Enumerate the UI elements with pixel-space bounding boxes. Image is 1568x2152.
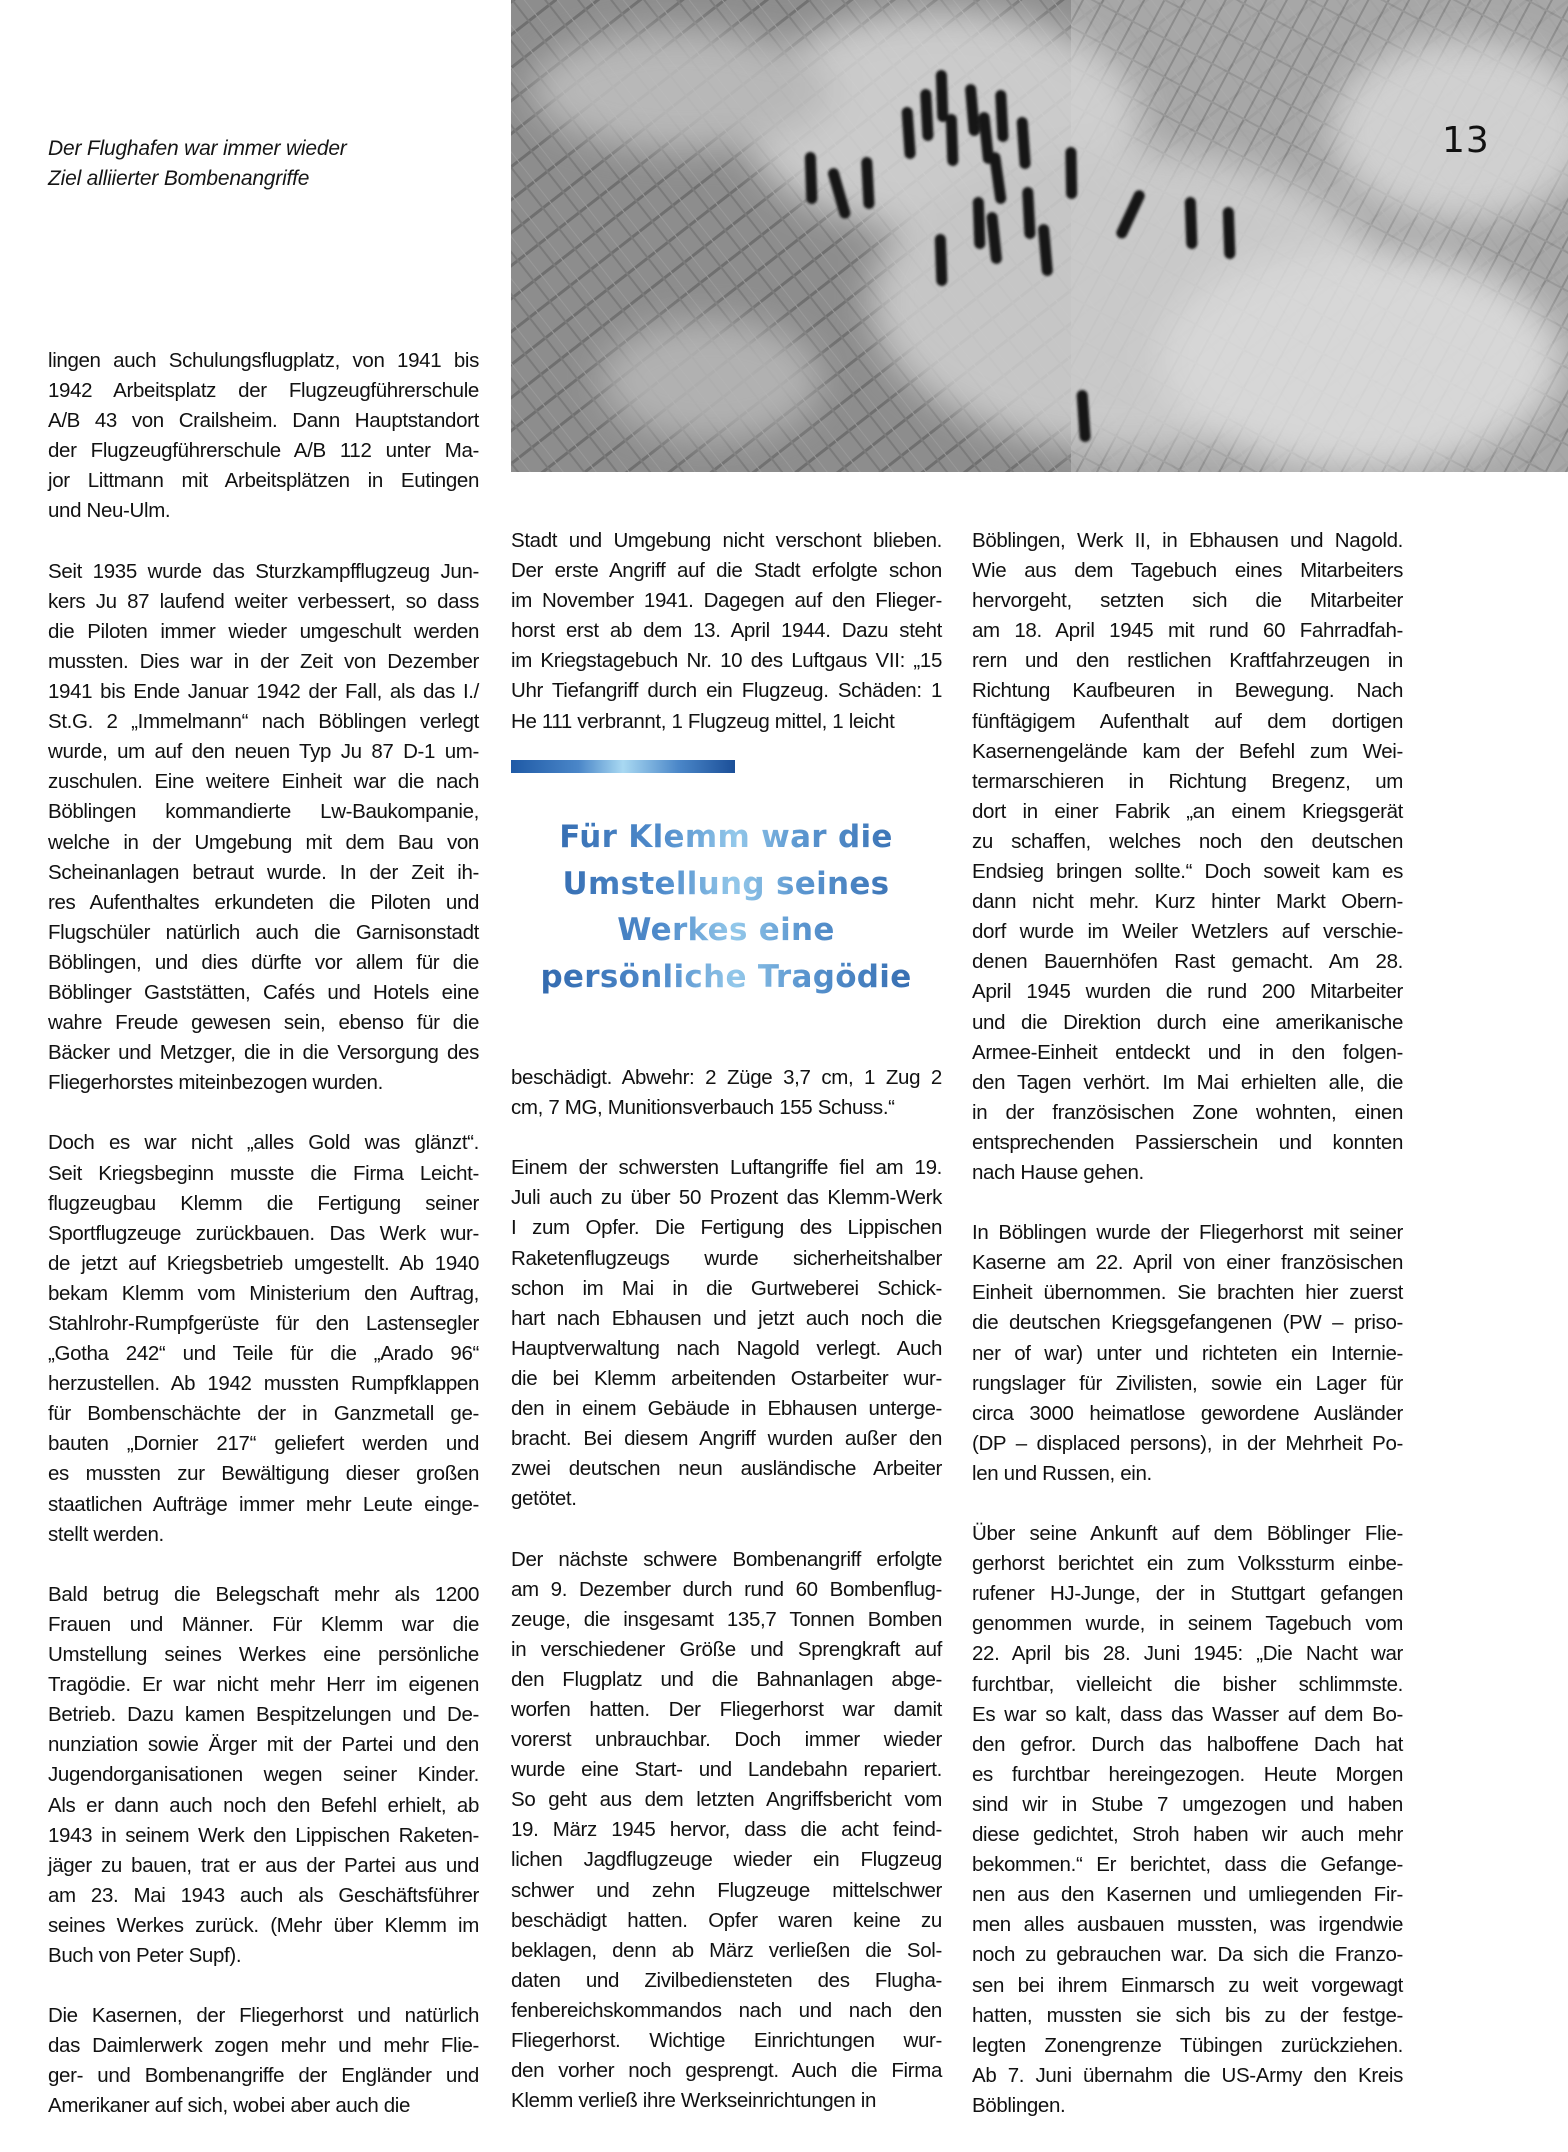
text-line: Jugendorganisationen wegen seiner Kinder. [48,1763,479,1787]
bomb-shape [973,197,986,249]
text-line: Stadt und Umgebung nicht verschont blieben. [511,529,942,552]
bomb-shape [1223,207,1236,259]
text-line: Juli auch zu über 50 Prozent das Klemm-Werk [511,1186,942,1210]
text-line: de jetzt auf Kriegsbetrieb umgestellt. Ab 1940 [48,1251,479,1275]
text-line: noch zu gebrauchen war. Da sich die Franzo- [972,1943,1403,1967]
text-line: A/B 43 von Crailsheim. Dann Hauptstandort [48,409,479,433]
text-line: nunziation sowie Ärger mit der Partei und den [48,1733,479,1757]
bomb-shape [946,114,959,166]
text-line: Böblingen kommandierte Lw-Baukompanie, [48,800,479,824]
text-line: für Bombenschächte der in Ganzmetall ge- [48,1402,479,1426]
text-line: 1941 bis Ende Januar 1942 der Fall, als das I./ [48,680,479,704]
text-line: Stahlrohr-Rumpfgerüste für den Lastensegler [48,1312,479,1335]
text-line: und die Direktion durch eine amerikanische [972,1010,1403,1034]
text-line: wurde eine Start- und Landebahn repariert. [511,1758,942,1782]
text-line: Klemm verließ ihre Werkseinrichtungen in [511,2089,877,2113]
text-line: mussten. Dies war in der Zeit von Dezember [48,649,479,673]
text-line: Bald betrug die Belegschaft mehr als 1200 [48,1582,479,1606]
text-line: Böblingen, und dies dürfte vor allem für die [48,950,479,974]
text-line: Böblingen, Werk II, in Ebhausen und Nagold. [972,529,1403,552]
text-line: So geht aus dem letzten Angriffsbericht vom [511,1788,942,1812]
paragraph [972,1218,1403,1489]
bomb-shape [935,234,948,286]
paragraph [511,1063,942,1123]
text-line: legten Zonengrenze Tübingen zurückziehen. [972,2033,1403,2057]
pull-quote-line: Werkes eine [511,907,941,954]
bomb-shape [1065,147,1077,199]
pull-quote [511,814,941,1000]
paragraph [48,2001,479,2121]
text-line: die Piloten immer wieder umgeschult werden [48,619,479,643]
text-line: staatlichen Aufträge immer mehr Leute einge- [48,1492,479,1516]
paragraph [48,346,479,527]
text-line: wahre Freude gewesen sein, ebenso für die [48,1011,479,1035]
page-number: 13 [1442,120,1490,161]
text-line: stellt werden. [48,1522,164,1546]
text-line: circa 3000 heimatlose gewordene Ausländer [972,1401,1403,1425]
text-line: In Böblingen wurde der Fliegerhorst mit seiner [972,1221,1403,1245]
text-line: res Aufenthaltes erkundeten die Piloten und [48,890,479,914]
column-middle-top [511,526,942,767]
column-right [972,526,1403,2151]
paragraph [972,526,1403,1188]
bomb-shape [805,152,818,204]
text-line: den Tagen verhört. Im Mai erhielten alle, die [972,1070,1403,1094]
text-line: lichen Jagdflugzeuge wieder ein Flugzeug [511,1848,942,1872]
text-line: die bei Klemm arbeitenden Ostarbeiter wur- [511,1366,942,1390]
text-line: Seit Kriegsbeginn musste die Firma Leicht- [48,1161,479,1185]
text-line: Der nächste schwere Bombenangriff erfolgte [511,1547,942,1571]
paragraph [511,1545,942,2117]
text-line: Buch von Peter Supf). [48,1943,242,1967]
text-line: St.G. 2 „Immelmann“ nach Böblingen verlegt [48,710,479,734]
text-line: 22. April bis 28. Juni 1945: „Die Nacht war [972,1642,1403,1666]
text-line: am 23. Mai 1943 auch als Geschäftsführer [48,1883,479,1907]
text-line: in der französischen Zone wohnten, einen [972,1100,1403,1124]
text-line: kers Ju 87 laufend weiter verbessert, so dass [48,589,479,613]
text-line: diese gedichtet, Stroh haben wir auch mehr [972,1823,1403,1847]
text-line: hart nach Ebhausen und jetzt auch noch die [511,1306,942,1330]
text-line: im November 1941. Dagegen auf den Flieger- [511,589,942,613]
text-line: sen bei ihrem Einmarsch zu weit vorgewagt [972,1973,1403,1997]
text-line: entsprechenden Passierschein und konnten [972,1130,1403,1154]
text-line: den Flugplatz und die Bahnanlagen abge- [511,1667,942,1691]
paragraph [48,557,479,1099]
text-line: bauten „Dornier 217“ geliefert werden und [48,1432,479,1456]
text-line: Endsieg bringen sollte.“ Doch soweit kam es [972,860,1403,884]
bomb-shape [936,70,949,122]
text-line: Bäcker und Metzger, die in die Versorgung des [48,1041,479,1065]
text-line: Seit 1935 wurde das Sturzkampfflugzeug Jun- [48,559,479,583]
text-line: im Kriegstagebuch Nr. 10 des Luftgaus VII: „15 [511,649,942,673]
text-line: men alles ausbauen mussten, was irgendwie [972,1913,1403,1937]
text-line: schon im Mai in die Gurtweberei Schick- [511,1276,942,1300]
text-line: am 9. Dezember durch rund 60 Bombenflug- [511,1577,942,1601]
text-line: bekommen.“ Er berichtet, dass die Gefange- [972,1853,1403,1877]
text-line: Hauptverwaltung nach Nagold verlegt. Auch [511,1336,942,1360]
text-line: Ab 7. Juni übernahm die US-Army den Kreis [972,2063,1403,2087]
text-line: jäger zu bauen, trat er aus der Partei aus und [48,1853,479,1877]
text-line: hatten, mussten sie sich bis zu der festge- [972,2003,1403,2027]
text-line: Die Kasernen, der Fliegerhorst und natürlich [48,2004,479,2028]
pull-quote-line: persönliche Tragödie [511,954,941,1001]
text-line: nen aus den Kasernen und umliegenden Fir- [972,1883,1403,1907]
text-line: Raketenflugzeugs wurde sicherheitshalber [511,1246,942,1270]
text-line: termarschieren in Richtung Bregenz, um [972,769,1403,793]
text-line: April 1945 wurden die rund 200 Mitarbeiter [972,980,1403,1004]
text-line: hervorgeht, setzten sich die Mitarbeiter [972,589,1403,613]
text-line: zuschulen. Eine weitere Einheit war die nach [48,770,479,794]
pull-quote-accent-rule [511,760,735,773]
text-line: cm, 7 MG, Munitionsverbauch 155 Schuss.“ [511,1096,895,1120]
text-line: 19. März 1945 hervor, dass die acht feind- [511,1818,942,1842]
text-line: rern und den restlichen Kraftfahrzeugen in [972,649,1403,673]
text-line: dann nicht mehr. Kurz hinter Markt Obern- [972,890,1403,914]
aerial-bomb-photo [511,0,1568,472]
text-line: es furchtbar hereingezogen. Heute Morgen [972,1762,1403,1786]
text-line: beschädigt hatten. Opfer waren keine zu [511,1908,942,1932]
paragraph [511,1153,942,1514]
text-line: He 111 verbrannt, 1 Flugzeug mittel, 1 leicht [511,709,895,733]
text-line: zeuge, die insgesamt 135,7 Tonnen Bomben [511,1607,942,1631]
caption-line: Der Flughafen war immer wieder [48,137,347,160]
text-line: Sportflugzeuge zurückbauen. Das Werk wur- [48,1221,479,1245]
text-line: dorf wurde im Weiler Wetzlers auf verschie- [972,920,1403,944]
text-line: Einheit übernommen. Sie brachten hier zuerst [972,1281,1403,1305]
text-line: „Gotha 242“ und Teile für die „Arado 96“ [48,1342,479,1366]
text-line: Es war so kalt, dass das Wasser auf dem Bo- [972,1702,1403,1726]
text-line: Als er dann auch noch den Befehl erhielt, ab [48,1793,479,1817]
text-line: die deutschen Kriegsgefangenen (PW – priso- [972,1311,1403,1335]
column-middle-bottom [511,1063,942,2146]
text-line: herzustellen. Ab 1942 mussten Rumpfklappen [48,1372,479,1396]
text-line: rufener HJ-Junge, der in Stuttgart gefangen [972,1582,1403,1606]
text-line: schwer und zehn Flugzeuge mittelschwer [511,1878,942,1902]
text-line: Tragödie. Er war nicht mehr Herr im eigenen [48,1673,479,1697]
text-line: Doch es war nicht „alles Gold was glänzt“. [48,1131,479,1155]
text-line: Böblingen. [972,2093,1066,2117]
text-line: Kasernengelände kam der Befehl zum Wei- [972,739,1403,763]
text-line: I zum Opfer. Die Fertigung des Lippischen [511,1216,942,1240]
text-line: genommen wurde, in seinem Tagebuch vom [972,1612,1403,1636]
pull-quote-line: Umstellung seines [511,861,941,908]
text-line: zu schaffen, welches noch den deutschen [972,829,1403,853]
text-line: das Daimlerwerk zogen mehr und mehr Flie- [48,2034,479,2058]
text-line: welche in der Umgebung mit dem Bau von [48,830,479,854]
text-line: beklagen, denn ab März verließen die Sol- [511,1938,942,1962]
text-line: Kaserne am 22. April von einer französischen [972,1251,1403,1275]
aerial-photo-graphic [511,0,1568,472]
text-line: jor Littmann mit Arbeitsplätzen in Eutingen [48,469,479,493]
text-line: daten und Zivilbediensteten des Flugha- [511,1968,942,1992]
text-line: zwei deutschen neun ausländische Arbeiter [511,1457,942,1481]
text-line: den in einem Gebäude in Ebhausen unterge- [511,1397,942,1421]
text-line: lingen auch Schulungsflugplatz, von 1941 bis [48,349,479,372]
text-line: getötet. [511,1487,577,1511]
text-line: worfen hatten. Der Fliegerhorst war damit [511,1697,942,1721]
paragraph [511,526,942,737]
paragraph [972,1519,1403,2121]
text-line: furchtbar, vielleicht die bisher schlimmste. [972,1672,1403,1696]
text-line: Fliegerhorstes miteinbezogen wurden. [48,1071,383,1095]
text-line: Einem der schwersten Luftangriffe fiel am 19. [511,1156,942,1180]
text-line: flugzeugbau Klemm die Fertigung seiner [48,1191,479,1215]
text-line: 1942 Arbeitsplatz der Flugzeugführerschule [48,379,479,403]
paragraph [48,1128,479,1549]
text-line: denen Bauernhöfen Rast gemacht. Am 28. [972,950,1403,974]
caption-line: Ziel alliierter Bombenangriffe [48,166,310,190]
text-line: fenbereichskommandos nach und nach den [511,1998,942,2022]
bomb-shape [1185,197,1198,249]
text-line: seines Werkes zurück. (Mehr über Klemm im [48,1913,479,1937]
text-line: horst erst ab dem 13. April 1944. Dazu steht [511,619,942,643]
text-line: Armee-Einheit entdeckt und in den folgen- [972,1040,1403,1064]
text-line: beschädigt. Abwehr: 2 Züge 3,7 cm, 1 Zug 2 [511,1066,942,1089]
text-line: Fliegerhorst. Wichtige Einrichtungen wur- [511,2029,942,2052]
text-line: 1943 in seinem Werk den Lippischen Raketen- [48,1823,479,1847]
text-line: wurde, um auf den neuen Typ Ju 87 D-1 um- [48,740,479,764]
text-line: len und Russen, ein. [972,1461,1152,1485]
text-line: bekam Klemm vom Ministerium den Auftrag, [48,1281,479,1305]
text-line: rungslager für Zivilisten, sowie ein Lager für [972,1371,1403,1395]
text-line: Flugschüler natürlich auch die Garnisonstadt [48,920,479,944]
column-left [48,346,479,2152]
text-line: der Flugzeugführerschule A/B 112 unter Ma- [48,439,479,463]
paragraph [48,1580,479,1971]
text-line: den vorher noch gesprengt. Auch die Firma [511,2059,942,2083]
text-line: ner of war) unter und richteten ein Internie- [972,1341,1403,1365]
text-line: Böblinger Gaststätten, Cafés und Hotels eine [48,980,479,1004]
text-line: Scheinanlagen betraut wurde. In der Zeit ih- [48,860,479,884]
text-line: bracht. Bei diesem Angriff wurden außer den [511,1427,942,1451]
text-line: fünftägigem Aufenthalt auf dem dortigen [972,709,1403,733]
text-line: Wie aus dem Tagebuch eines Mitarbeiters [972,559,1403,583]
text-line: dort in einer Fabrik „an einem Kriegsgerät [972,799,1403,823]
text-line: gerhorst berichtet ein zum Volkssturm einbe- [972,1552,1403,1576]
text-line: vorerst unbrauchbar. Doch immer wieder [511,1728,942,1752]
text-line: am 18. April 1945 mit rund 60 Fahrradfah- [972,619,1403,643]
text-line: ger- und Bombenangriffe der Engländer und [48,2064,479,2088]
text-line: (DP – displaced persons), in der Mehrheit Po- [972,1431,1403,1455]
text-line: Frauen und Männer. Für Klemm war die [48,1612,479,1636]
text-line: es mussten zur Bewältigung dieser großen [48,1462,479,1486]
photo-caption [48,134,488,193]
pull-quote-line: Für Klemm war die [511,814,941,861]
text-line: Umstellung seines Werkes eine persönliche [48,1643,479,1667]
text-line: Richtung Kaufbeuren in Bewegung. Nach [972,679,1403,703]
text-line: und Neu-Ulm. [48,499,171,523]
text-line: Amerikaner auf sich, wobei aber auch die [48,2094,411,2118]
text-line: Uhr Tiefangriff durch ein Flugzeug. Schäden: 1 [511,679,942,703]
text-line: Über seine Ankunft auf dem Böblinger Flie- [972,1522,1403,1546]
text-line: Der erste Angriff auf die Stadt erfolgte schon [511,559,942,583]
text-line: nach Hause gehen. [972,1160,1144,1184]
text-line: in verschiedener Größe und Sprengkraft auf [511,1637,942,1661]
text-line: den gefror. Durch das halboffene Dach hat [972,1732,1403,1756]
text-line: Betrieb. Dazu kamen Bespitzelungen und De- [48,1703,479,1727]
text-line: sind wir in Stube 7 umgezogen und haben [972,1792,1403,1816]
